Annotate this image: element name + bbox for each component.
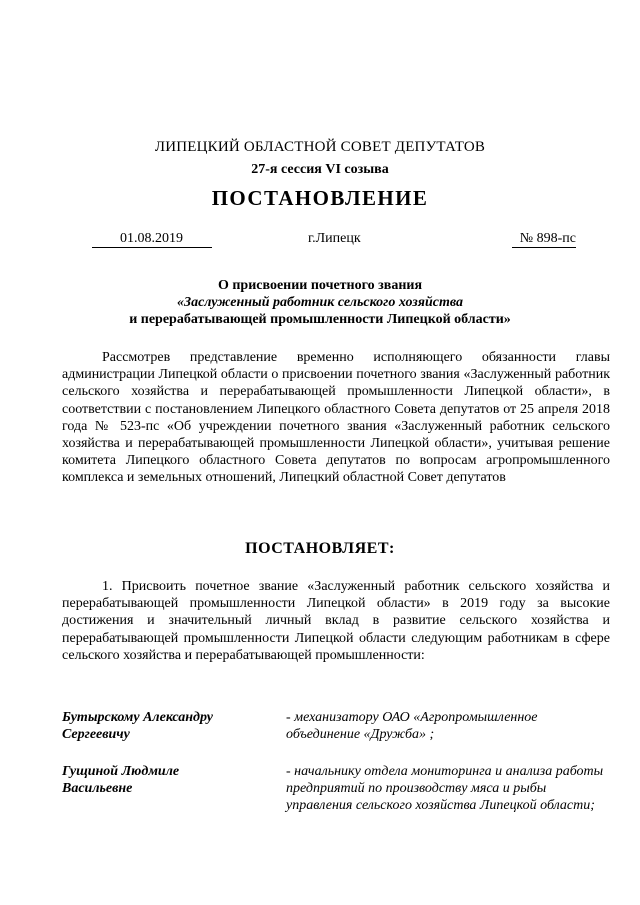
document-date: 01.08.2019	[92, 230, 212, 248]
awardee-name-line-2: Сергеевичу	[62, 727, 130, 742]
document-type-title: ПОСТАНОВЛЕНИЕ	[211, 186, 429, 210]
subject-line-3: и перерабатывающей промышленности Липецкой области»	[129, 312, 511, 327]
awardee-name-line-2: Васильевне	[62, 781, 133, 796]
document-subject	[0, 277, 640, 328]
awardee-position: - начальнику отдела мониторинга и анализа работы предприятий по производству мяса и рыбы управления сельского хозяйства Липецкой области;	[286, 764, 604, 813]
document-number: № 898-пс	[512, 230, 576, 248]
awardee-name	[62, 709, 272, 743]
subject-line-2: «Заслуженный работник сельского хозяйства	[176, 295, 464, 310]
awardee-name-line-1: Бутырскому Александру	[62, 710, 213, 725]
awardee-position: - механизатору ОАО «Агропромышленное объединение «Дружба» ;	[286, 710, 538, 742]
point-1-paragraph: 1. Присвоить почетное звание «Заслуженный работник сельского хозяйства и перерабатывающей промышленности Липецкой области» в 2019 году за высокие достижения и значительный личный вклад в развитие сельского хозяйства и перерабатывающей промышленности Липецкой области следующим работникам в сфере сельского хозяйства и перерабатывающей промышленности:	[62, 579, 610, 663]
awardee-name	[62, 763, 272, 797]
document-city: г.Липецк	[308, 231, 361, 246]
intro-paragraph: Рассмотрев представление временно исполняющего обязанности главы администрации Липецкой области о присвоении почетного звания «Заслуженный работник сельского хозяйства и перерабатывающей промышленности Липецкой области», в соответствии с постановлением Липецкого областного Совета депутатов от 25 апреля 2018 года № 523-пс «Об учреждении почетного звания «Заслуженный работник сельского хозяйства и перерабатывающей промышленности Липецкой области», учитывая решение комитета Липецкого областного Совета депутатов по вопросам агропромышленного комплекса и земельных отношений, Липецкий областной Совет депутатов	[62, 350, 610, 486]
resolves-heading: ПОСТАНОВЛЯЕТ:	[245, 540, 395, 557]
council-name: ЛИПЕЦКИЙ ОБЛАСТНОЙ СОВЕТ ДЕПУТАТОВ	[154, 139, 486, 155]
subject-line-1: О присвоении почетного звания	[217, 278, 423, 293]
awardee-name-line-1: Гущиной Людмиле	[62, 764, 180, 779]
session-line: 27-я сессия VI созыва	[251, 162, 389, 177]
